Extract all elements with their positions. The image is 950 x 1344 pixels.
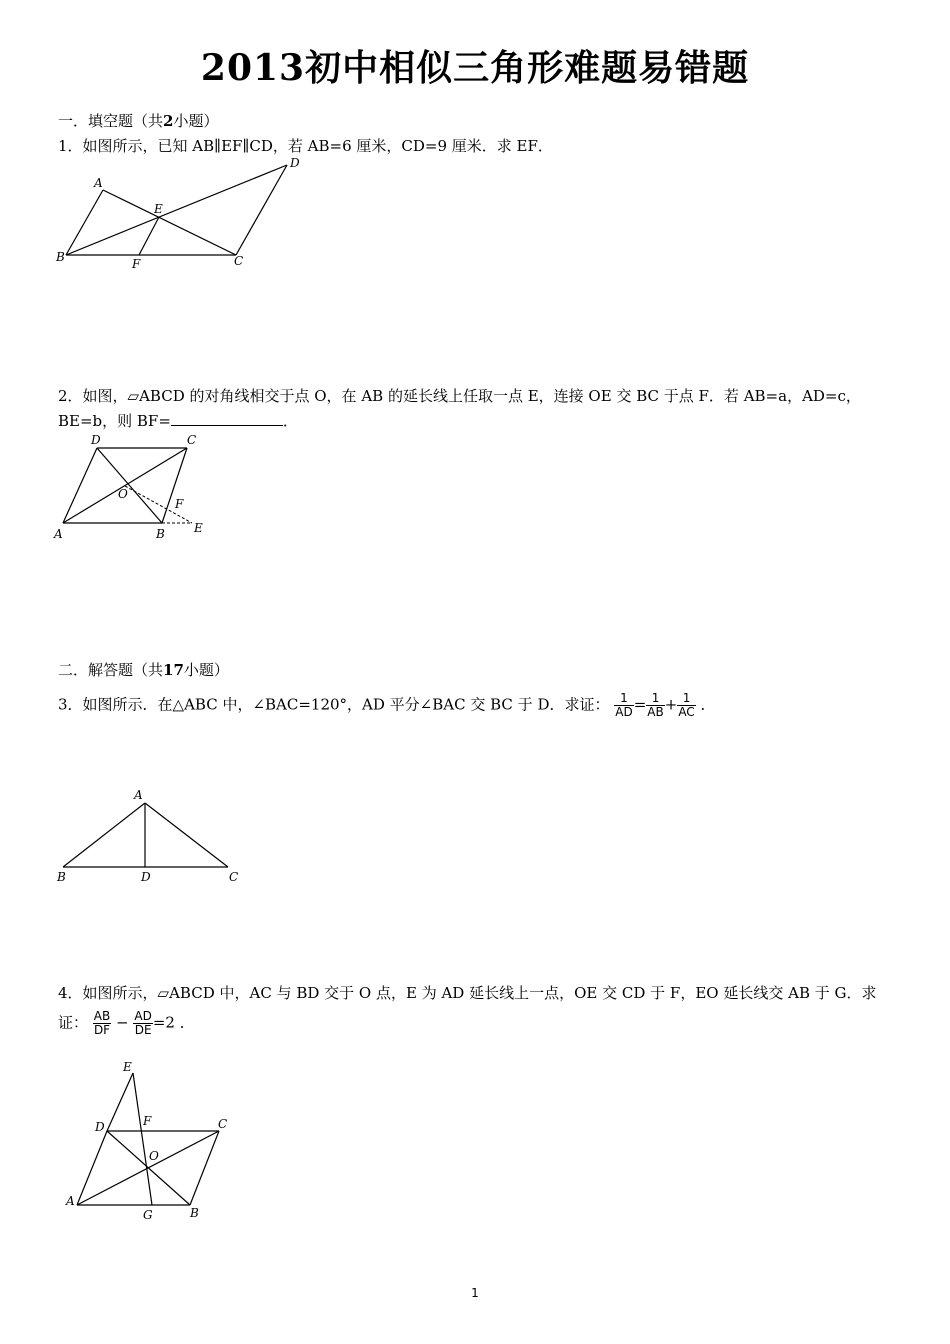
fraction-AD-over-DE: $\frac{AD}{DE}$ <box>134 1009 152 1037</box>
question-4-prefix: 证： <box>58 1013 89 1032</box>
label-E: E <box>123 1060 132 1074</box>
label-F: F <box>132 257 141 271</box>
label-O: O <box>118 487 128 501</box>
label-B: B <box>57 870 66 884</box>
right-hand-side: =2 <box>152 1013 175 1032</box>
segment-CB <box>190 1131 219 1205</box>
question-3-text <box>58 692 716 719</box>
section-heading-solutions <box>58 660 229 680</box>
fraction-AB-over-DF: $\frac{AB}{DF}$ <box>93 1009 111 1037</box>
segment-CB <box>162 448 187 523</box>
question-3-statement: 3．如图所示．在△ABC 中，∠BAC=120°，AD 平分∠BAC 交 BC 于 D．求证： <box>58 695 610 714</box>
question-2-line-2 <box>58 411 298 431</box>
extension-DE <box>107 1073 133 1131</box>
equals-sign: = <box>633 695 647 714</box>
section-label: 二．解答题（共 <box>58 661 164 679</box>
question-3-end: ． <box>700 695 716 714</box>
diagonal-DB <box>107 1131 190 1205</box>
label-B: B <box>56 250 65 264</box>
label-A: A <box>66 1194 75 1208</box>
label-B: B <box>190 1206 199 1220</box>
segment-AD <box>63 448 97 523</box>
section-suffix: 小题） <box>173 112 219 130</box>
figure-3 <box>52 785 252 885</box>
fraction-1-over-AC: $\frac{1}{AC}$ <box>678 691 695 719</box>
label-C: C <box>229 870 239 884</box>
question-2-prefix: BE=b，则 BF= <box>58 412 171 430</box>
label-D: D <box>290 156 300 170</box>
question-2-line-1: 2．如图，▱ABCD 的对角线相交于点 O，在 AB 的延长线上任取一点 E，连接 OE 交 BC 于点 F．若 AB=a，AD=c， <box>58 387 861 405</box>
label-A: A <box>94 176 103 190</box>
label-A: A <box>134 788 143 802</box>
page-title: 2013初中相似三角形难题易错题 <box>200 47 750 89</box>
label-E: E <box>194 521 203 535</box>
segment-EF <box>139 217 159 255</box>
section-label: 一．填空题（共 <box>58 112 164 130</box>
label-D: D <box>95 1120 105 1134</box>
figure-2 <box>52 430 222 545</box>
segment-AB <box>66 190 103 255</box>
label-D: D <box>91 433 101 447</box>
label-C: C <box>234 254 244 268</box>
section-heading-fill-blank <box>58 111 218 131</box>
section-count: 17 <box>163 661 184 679</box>
fraction-1-over-AD: $\frac{1}{AD}$ <box>615 691 633 719</box>
label-B: B <box>156 527 165 541</box>
label-A: A <box>54 527 63 541</box>
question-2-suffix: ． <box>282 412 298 430</box>
question-4-end: ． <box>179 1013 195 1032</box>
label-C: C <box>187 433 197 447</box>
label-F: F <box>143 1114 152 1128</box>
question-4-line-2 <box>58 1010 195 1037</box>
label-E: E <box>154 202 163 216</box>
label-F: F <box>175 497 184 511</box>
minus-sign: − <box>116 1013 129 1032</box>
plus-sign: + <box>664 695 678 714</box>
segment-AD <box>77 1131 107 1205</box>
figure-4 <box>52 1055 252 1225</box>
section-suffix: 小题） <box>183 661 229 679</box>
section-count: 2 <box>163 112 174 130</box>
page-number: 1 <box>471 1286 479 1300</box>
segment-AC <box>145 803 228 867</box>
diagonal-AC <box>63 448 187 523</box>
label-G: G <box>143 1208 153 1222</box>
label-C: C <box>218 1117 228 1131</box>
question-1-text: 1．如图所示，已知 AB∥EF∥CD，若 AB=6 厘米，CD=9 厘米．求 EF． <box>58 137 553 155</box>
question-4-line-1: 4．如图所示，▱ABCD 中，AC 与 BD 交于 O 点，E 为 AD 延长线上一点，OE 交 CD 于 F，EO 延长线交 AB 于 G．求 <box>58 984 877 1002</box>
label-D: D <box>141 870 151 884</box>
segment-EG <box>133 1073 152 1205</box>
label-O: O <box>149 1149 159 1163</box>
diagonal-DB <box>97 448 162 523</box>
fraction-1-over-AB: $\frac{1}{AB}$ <box>647 691 664 719</box>
answer-blank[interactable] <box>171 411 283 426</box>
figure-1 <box>52 155 312 275</box>
segment-AC <box>103 190 236 255</box>
segment-CD <box>236 165 287 255</box>
segment-AB <box>63 803 145 867</box>
